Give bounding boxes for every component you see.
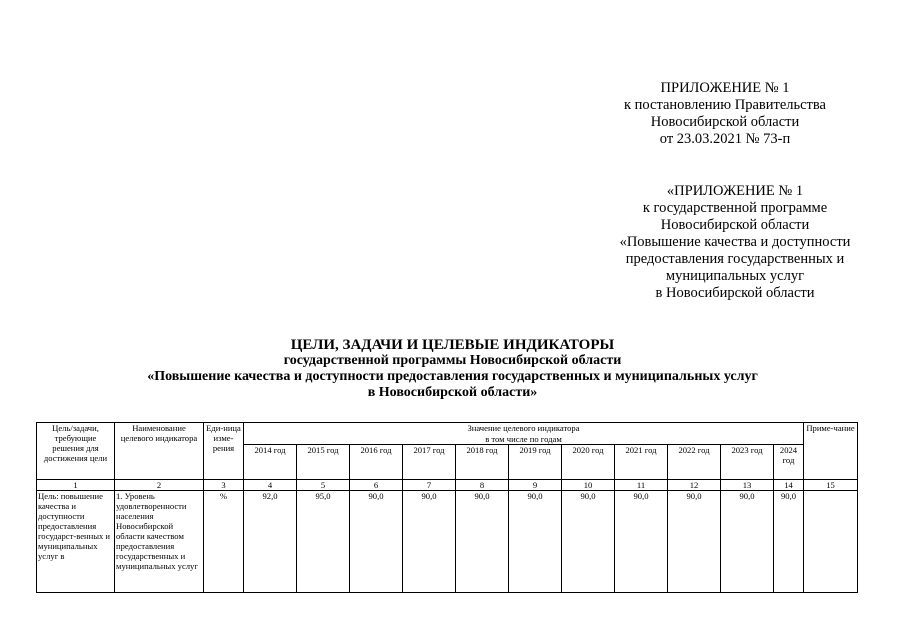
row-value: 90,0 — [774, 491, 804, 593]
row-unit: % — [204, 491, 244, 593]
column-number: 10 — [562, 480, 615, 491]
row-value: 92,0 — [244, 491, 297, 593]
title-line-2: государственной программы Новосибирской области — [283, 353, 622, 368]
header-note: Приме-чание — [804, 423, 858, 480]
appendix-1-line: к постановлению Правительства — [624, 97, 826, 113]
row-value: 90,0 — [350, 491, 403, 593]
column-number: 14 — [774, 480, 804, 491]
column-number: 8 — [456, 480, 509, 491]
header-year: 2017 год — [403, 445, 456, 480]
column-number: 3 — [204, 480, 244, 491]
row-value: 90,0 — [456, 491, 509, 593]
column-number: 13 — [721, 480, 774, 491]
row-value: 90,0 — [668, 491, 721, 593]
title-line-1: ЦЕЛИ, ЗАДАЧИ И ЦЕЛЕВЫЕ ИНДИКАТОРЫ — [290, 337, 615, 353]
table-row — [37, 491, 858, 593]
header-indicator-name: Наименование целевого индикатора — [115, 423, 204, 480]
header-year: 2014 год — [244, 445, 297, 480]
document-title — [0, 337, 905, 401]
header-year: 2024 год — [774, 445, 804, 480]
header-value-subgroup: в том числе по годам — [244, 434, 804, 445]
column-number: 7 — [403, 480, 456, 491]
appendix-1-header — [585, 80, 865, 148]
appendix-1-line: Новосибирской области — [650, 114, 800, 130]
row-note — [804, 491, 858, 593]
appendix-2-line: «ПРИЛОЖЕНИЕ № 1 — [666, 183, 804, 199]
row-value: 90,0 — [403, 491, 456, 593]
column-number: 1 — [37, 480, 115, 491]
appendix-2-header — [590, 183, 880, 302]
header-year: 2018 год — [456, 445, 509, 480]
row-value: 90,0 — [721, 491, 774, 593]
appendix-1-line: ПРИЛОЖЕНИЕ № 1 — [660, 80, 790, 96]
row-value: 90,0 — [562, 491, 615, 593]
row-value: 90,0 — [509, 491, 562, 593]
column-number: 5 — [297, 480, 350, 491]
appendix-2-line: предоставления государственных и — [625, 251, 845, 267]
header-year: 2023 год — [721, 445, 774, 480]
column-number: 11 — [615, 480, 668, 491]
header-year: 2022 год — [668, 445, 721, 480]
header-year: 2020 год — [562, 445, 615, 480]
column-number: 2 — [115, 480, 204, 491]
title-line-4: в Новосибирской области» — [367, 385, 538, 400]
header-value-group: Значение целевого индикатора — [244, 423, 804, 434]
appendix-2-line: в Новосибирской области — [655, 285, 815, 301]
appendix-2-line: муниципальных услуг — [665, 268, 805, 284]
column-number: 15 — [804, 480, 858, 491]
header-goal: Цель/задачи, требующие решения для достижения цели — [37, 423, 115, 480]
title-line-3: «Повышение качества и доступности предоставления государственных и муниципальных услуг — [147, 369, 758, 384]
header-unit: Еди-ница изме-рения — [204, 423, 244, 480]
appendix-2-line: Новосибирской области — [660, 217, 810, 233]
appendix-2-line: к государственной программе — [642, 200, 828, 216]
row-goal: Цель: повышение качества и доступности предоставления государст-венных и муниципальных услуг в — [37, 491, 115, 593]
appendix-1-line: от 23.03.2021 № 73-п — [659, 131, 791, 147]
column-number: 6 — [350, 480, 403, 491]
row-value: 95,0 — [297, 491, 350, 593]
appendix-2-line: «Повышение качества и доступности — [619, 234, 851, 250]
column-number: 9 — [509, 480, 562, 491]
indicators-table — [36, 422, 858, 593]
row-indicator: 1. Уровень удовлетворенности населения Новосибирской области качеством предоставления государственных и муниципальных услуг — [115, 491, 204, 593]
column-number: 12 — [668, 480, 721, 491]
header-year: 2016 год — [350, 445, 403, 480]
header-year: 2021 год — [615, 445, 668, 480]
header-year: 2019 год — [509, 445, 562, 480]
row-value: 90,0 — [615, 491, 668, 593]
header-year: 2015 год — [297, 445, 350, 480]
column-number: 4 — [244, 480, 297, 491]
